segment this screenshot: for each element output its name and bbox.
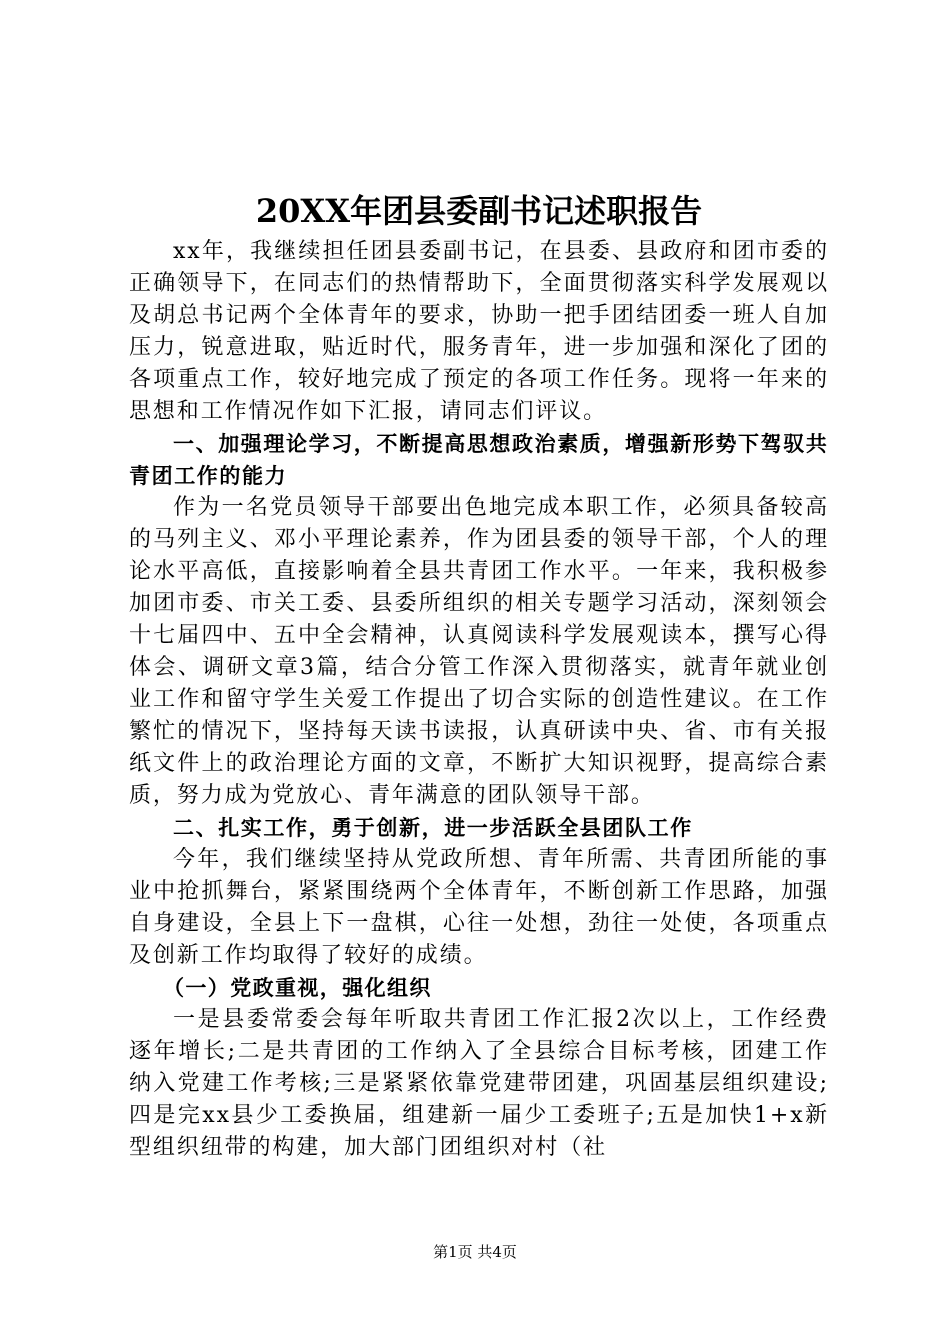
section-heading-1: 一、加强理论学习，不断提高思想政治素质，增强新形势下驾驭共青团工作的能力 [129, 432, 829, 488]
section-1-paragraph: 作为一名党员领导干部要出色地完成本职工作，必须具备较高的马列主义、邓小平理论素养，作为团县委的领导干部，个人的理论水平高低，直接影响着全县共青团工作水平。一年来，我积极参加团市委、市关工委、县委所组织的相关专题学习活动，深刻领会十七届四中、五中全会精神，认真阅读科学发展观读本，撰写心得体会、调研文章3篇，结合分管工作深入贯彻落实，就青年就业创业工作和留守学生关爱工作提出了切合实际的创造性建议。在工作繁忙的情况下，坚持每天读书读报，认真研读中央、省、市有关报纸文件上的政治理论方面的文章，不断扩大知识视野，提高综合素质，努力成为党放心、青年满意的团队领导干部。 [129, 495, 829, 808]
intro-paragraph: xx年，我继续担任团县委副书记，在县委、县政府和团市委的正确领导下，在同志们的热情帮助下，全面贯彻落实科学发展观以及胡总书记两个全体青年的要求，协助一把手团结团委一班人自加压力，锐意进取，贴近时代，服务青年，进一步加强和深化了团的各项重点工作，较好地完成了预定的各项工作任务。现将一年来的思想和工作情况作如下汇报，请同志们评议。 [129, 239, 829, 424]
subsection-1-paragraph: 一是县委常委会每年听取共青团工作汇报2次以上，工作经费逐年增长;二是共青团的工作纳入了全县综合目标考核，团建工作纳入党建工作考核;三是紧紧依靠党建带团建，巩固基层组织建设;四是完xx县少工委换届，组建新一届少工委班子;五是加快1+x新型组织纽带的构建，加大部门团组织对村（社 [129, 1007, 829, 1160]
page-number-footer: 第1页 共4页 [433, 1243, 517, 1261]
document-title: 20XX年团县委副书记述职报告 [255, 192, 703, 230]
document-body [129, 186, 829, 1164]
subsection-heading-1: （一）党政重视，强化组织 [163, 976, 432, 1000]
section-heading-2: 二、扎实工作，勇于创新，进一步活跃全县团队工作 [173, 816, 693, 840]
section-2-paragraph: 今年，我们继续坚持从党政所想、青年所需、共青团所能的事业中抢抓舞台，紧紧围绕两个全体青年，不断创新工作思路，加强自身建设，全县上下一盘棋，心往一处想，劲往一处使，各项重点及创新工作均取得了较好的成绩。 [129, 847, 829, 968]
